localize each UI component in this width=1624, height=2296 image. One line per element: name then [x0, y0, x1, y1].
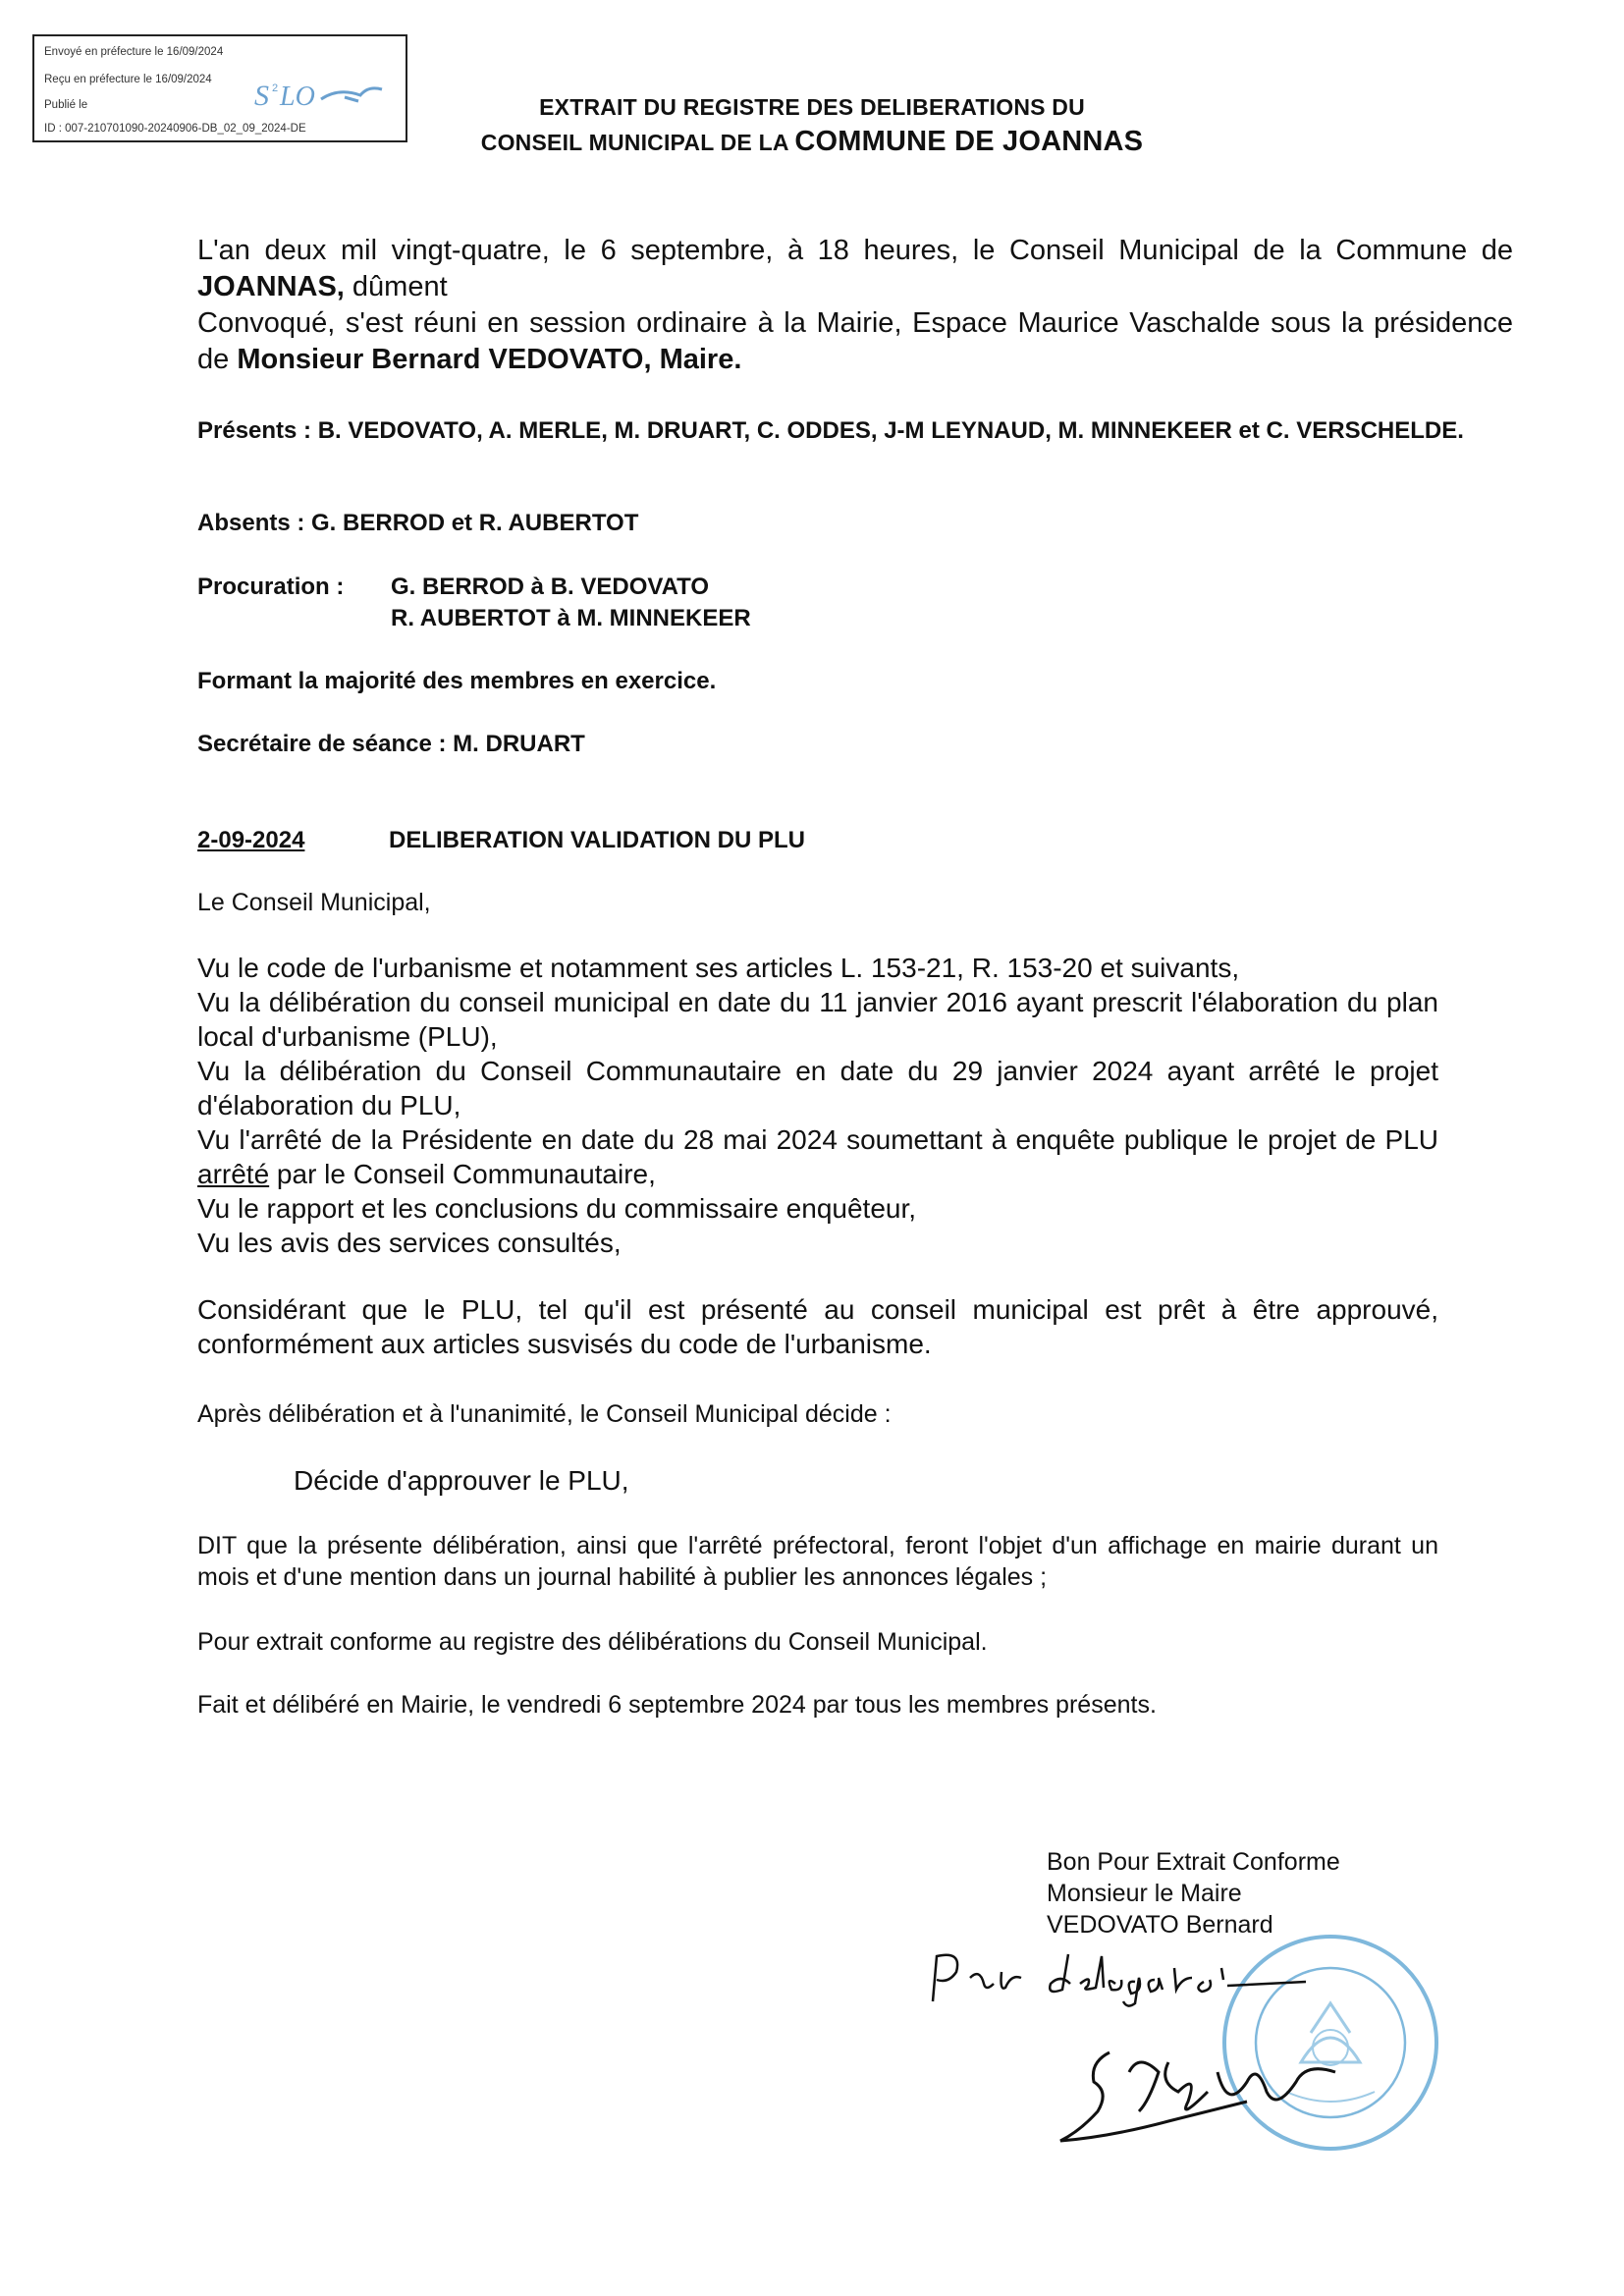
- sent-date: Envoyé en préfecture le 16/09/2024: [44, 46, 224, 58]
- received-date: Reçu en préfecture le 16/09/2024: [44, 74, 212, 85]
- procuration-2: R. AUBERTOT à M. MINNEKEER: [391, 605, 751, 631]
- whereas-item: Vu le code de l'urbanisme et notamment ses articles L. 153-21, R. 153-20 et suivants,: [197, 953, 1240, 983]
- dit-paragraph: DIT que la présente délibération, ainsi que l'arrêté préfectoral, feront l'objet d'un affichage en mairie durant un mois et d'une mention dans un journal habilité à publier les annonces légales ;: [197, 1532, 1438, 1591]
- procuration-label: Procuration :: [197, 574, 345, 600]
- intro-text-2: dûment: [344, 271, 448, 302]
- conformity-statement: Pour extrait conforme au registre des délibérations du Conseil Municipal.: [197, 1628, 988, 1656]
- deliberation-title: DELIBERATION VALIDATION DU PLU: [389, 827, 805, 853]
- deliberation-number: 2-09-2024: [197, 827, 305, 853]
- header-commune: COMMUNE DE JOANNAS: [794, 126, 1144, 157]
- published-date: Publié le: [44, 99, 88, 111]
- svg-text:2: 2: [272, 82, 279, 94]
- signature-line-3: VEDOVATO Bernard: [1047, 1911, 1273, 1939]
- header-line-2: [0, 126, 1624, 158]
- intro-commune: JOANNAS,: [197, 271, 345, 302]
- whereas-item: Vu la délibération du Conseil Communautaire en date du 29 janvier 2024 ayant arrêté le projet d'élaboration du PLU,: [197, 1056, 1438, 1121]
- intro-text-1: L'an deux mil vingt-quatre, le 6 septembre, à 18 heures, le Conseil Municipal de la Commune de: [197, 235, 1513, 266]
- whereas-item: [197, 1122, 1438, 1191]
- decision: Décide d'approuver le PLU,: [294, 1465, 629, 1496]
- intro-text-3: Convoqué, s'est réuni en session ordinaire à la Mairie, Espace Maurice Vaschalde sous la présidence de: [197, 307, 1513, 375]
- whereas-list: [197, 951, 1438, 1260]
- whereas-item: Vu les avis des services consultés,: [197, 1228, 622, 1258]
- whereas-item: Vu la délibération du conseil municipal en date du 11 janvier 2016 ayant prescrit l'élaboration du plan local d'urbanisme (PLU),: [197, 987, 1438, 1052]
- signature-line-2: Monsieur le Maire: [1047, 1880, 1242, 1907]
- presents: Présents : B. VEDOVATO, A. MERLE, M. DRUART, C. ODDES, J-M LEYNAUD, M. MINNEKEER et C. VERSCHELDE.: [197, 417, 1464, 444]
- whereas-item: Vu le rapport et les conclusions du commissaire enquêteur,: [197, 1193, 917, 1224]
- whereas-text: par le Conseil Communautaire,: [269, 1159, 656, 1189]
- intro-paragraph-1: [197, 233, 1513, 305]
- header-line-2-prefix: CONSEIL MUNICIPAL DE LA: [480, 130, 795, 155]
- majority-statement: Formant la majorité des membres en exercice.: [197, 668, 717, 694]
- procuration-1: G. BERROD à B. VEDOVATO: [391, 574, 710, 600]
- mayor-signature: [1051, 2043, 1375, 2160]
- intro-president: Monsieur Bernard VEDOVATO, Maire.: [237, 344, 742, 375]
- absents: Absents : G. BERROD et R. AUBERTOT: [197, 510, 639, 536]
- intro-paragraph-2: [197, 305, 1513, 378]
- header-line-1: EXTRAIT DU REGISTRE DES DELIBERATIONS DU: [539, 94, 1085, 120]
- after-deliberation: Après délibération et à l'unanimité, le Conseil Municipal décide :: [197, 1400, 892, 1428]
- whereas-text: Vu l'arrêté de la Présidente en date du 28 mai 2024 soumettant à enquête publique le projet de PLU: [197, 1124, 1438, 1155]
- svg-text:S: S: [254, 80, 269, 112]
- whereas-underlined: arrêté: [197, 1159, 270, 1189]
- considering-paragraph: Considérant que le PLU, tel qu'il est présenté au conseil municipal est prêt à être approuvé, conformément aux articles susvisés du code de l'urbanisme.: [197, 1294, 1438, 1359]
- session-secretary: Secrétaire de séance : M. DRUART: [197, 731, 585, 757]
- handwritten-mention: [923, 1944, 1375, 2013]
- signature-line-1: Bon Pour Extrait Conforme: [1047, 1848, 1340, 1876]
- act-id: ID : 007-210701090-20240906-DB_02_09_2024-DE: [44, 123, 306, 135]
- svg-text:LO: LO: [280, 82, 315, 112]
- done-statement: Fait et délibéré en Mairie, le vendredi 6 septembre 2024 par tous les membres présents.: [197, 1691, 1157, 1719]
- council-opening: Le Conseil Municipal,: [197, 889, 431, 916]
